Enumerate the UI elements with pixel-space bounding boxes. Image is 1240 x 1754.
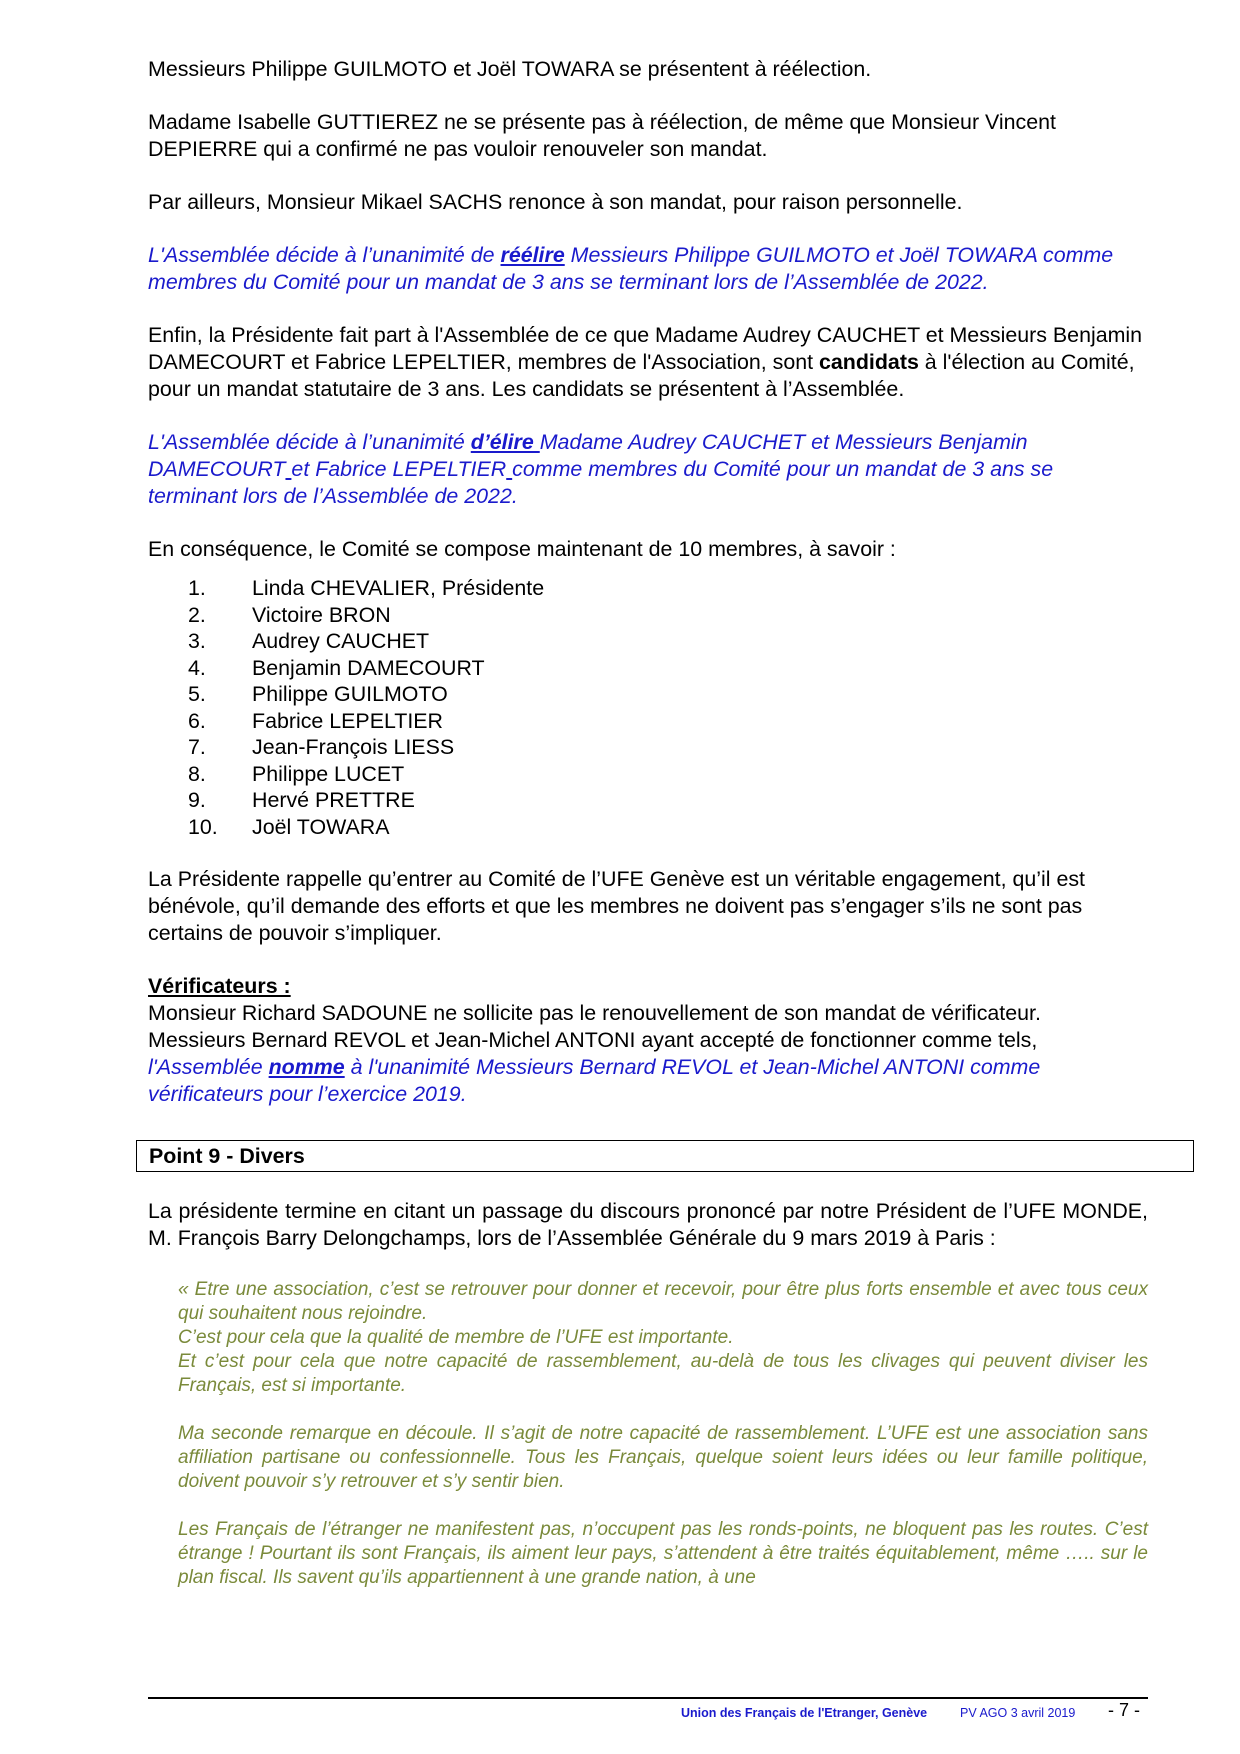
quote-paragraph-2: Ma seconde remarque en découle. Il s’agit de notre capacité de rassemblement. L’UFE est une association sans affiliation partisane ou confessionnelle. Tous les Français, quelque soient leurs idées ou leur famille politique, doivent pouvoir s’y retrouver et s’y sentir bien. <box>178 1423 1148 1492</box>
decision-verificateurs-post: à l'unanimité Messieurs Bernard REVOL et Jean-Michel ANTONI comme vérificateurs pour l’exercice 2019. <box>148 1055 1041 1106</box>
list-item-number: 3. <box>188 629 206 653</box>
decision-reelect-keyword: réélire <box>500 243 565 267</box>
list-item-name: Linda CHEVALIER, Présidente <box>252 576 545 600</box>
list-item-name: Philippe LUCET <box>252 761 405 786</box>
list-item <box>148 734 1148 761</box>
list-item-name: Fabrice LEPELTIER <box>252 708 444 733</box>
list-item-name: Philippe GUILMOTO <box>252 682 448 706</box>
decision-verificateurs-keyword: nomme <box>268 1055 345 1079</box>
verificateurs-line-2: Messieurs Bernard REVOL et Jean-Michel ANTONI ayant accepté de fonctionner comme tels, <box>148 1028 1038 1052</box>
decision-reelect-post: Messieurs Philippe GUILMOTO et Joël TOWARA comme membres du Comité pour un mandat de 3 ans se terminant lors de l’Assemblée de 2022. <box>148 243 1114 294</box>
paragraph-candidates <box>148 322 1148 403</box>
speech-quote <box>178 1278 1148 1590</box>
list-item <box>148 761 1148 788</box>
paragraph-resignation: Par ailleurs, Monsieur Mikael SACHS renonce à son mandat, pour raison personnelle. <box>148 190 963 214</box>
list-item-number: 2. <box>188 602 206 627</box>
list-item-number: 10. <box>188 814 218 839</box>
page-number: - 7 - <box>1108 1700 1141 1720</box>
decision-elect-pre: L'Assemblée décide à l’unanimité <box>148 430 471 454</box>
list-item-name: Victoire BRON <box>252 602 391 627</box>
list-item <box>148 708 1148 735</box>
paragraph-non-reelection: Madame Isabelle GUTTIEREZ ne se présente pas à réélection, de même que Monsieur Vincent DEPIERRE qui a confirmé ne pas vouloir renouveler son mandat. <box>148 110 1056 161</box>
verificateurs-heading: Vérificateurs : <box>148 974 291 998</box>
decision-verificateurs-pre: l'Assemblée <box>148 1055 269 1079</box>
decision-verificateurs <box>148 1054 1148 1108</box>
paragraph-reelection: Messieurs Philippe GUILMOTO et Joël TOWARA se présentent à réélection. <box>148 57 872 81</box>
verificateurs-line-1: Monsieur Richard SADOUNE ne sollicite pas le renouvellement de son mandat de vérificateur. <box>148 1001 1041 1025</box>
decision-reelect-pre: L'Assemblée décide à l’unanimité de <box>148 243 501 267</box>
section-heading-point-9: Point 9 - Divers <box>136 1140 1194 1172</box>
list-item-number: 6. <box>188 708 206 733</box>
candidates-pre: Enfin, la Présidente fait part à l'Assemblée de ce que Madame Audrey CAUCHET et Messieurs Benjamin DAMECOURT et Fabrice LEPELTIER, membres de l'Association, sont <box>148 323 1143 374</box>
decision-elect-mid1: Madame Audrey CAUCHET et Messieurs Benjamin DAMECOURT <box>148 430 1028 481</box>
verificateurs-section <box>148 973 1148 1108</box>
decision-elect-post: comme membres du Comité pour un mandat de 3 ans se terminant lors de l’Assemblée de 2022. <box>148 457 1054 508</box>
decision-elect-mid2: et Fabrice LEPELTIER <box>291 457 507 481</box>
paragraph-engagement: La Présidente rappelle qu’entrer au Comité de l’UFE Genève est un véritable engagement, qu’il est bénévole, qu’il demande des efforts et que les membres ne doivent pas s’engager s’ils ne sont pas certains de pouvoir s’impliquer. <box>148 867 1085 945</box>
quote-line: « Etre une association, c’est se retrouver pour donner et recevoir, pour être plus forts ensemble et avec tous ceux qui souhaitent nous rejoindre. <box>178 1279 1148 1324</box>
list-item-name: Jean-François LIESS <box>252 735 455 759</box>
decision-reelect <box>148 242 1148 296</box>
list-item-name: Joël TOWARA <box>252 814 390 839</box>
composition-intro: En conséquence, le Comité se compose maintenant de 10 membres, à savoir : <box>148 537 896 561</box>
list-item-number: 5. <box>188 682 206 706</box>
list-item-number: 8. <box>188 761 206 786</box>
footer-document-ref: PV AGO 3 avril 2019 <box>960 1706 1076 1720</box>
list-item <box>148 602 1148 629</box>
quote-paragraph-3: Les Français de l’étranger ne manifestent pas, n’occupent pas les ronds-points, ne bloquent pas les routes. C’est étrange ! Pourtant ils sont Français, ils aiment leur pays, s’attendent à être traités équitablement, même ….. sur le plan fiscal. Ils savent qu’ils appartiennent à une grande nation, à une <box>178 1519 1148 1588</box>
list-item-name: Benjamin DAMECOURT <box>252 655 485 680</box>
candidates-bold: candidats <box>819 350 919 374</box>
list-item <box>148 575 1148 602</box>
point9-intro: La présidente termine en citant un passage du discours prononcé par notre Président de l’UFE MONDE, M. François Barry Delongchamps, lors de l’Assemblée Générale du 9 mars 2019 à Paris : <box>148 1199 1148 1250</box>
list-item-name: Hervé PRETTRE <box>252 788 415 812</box>
list-item <box>148 787 1148 814</box>
footer-divider <box>148 1697 1148 1699</box>
list-item <box>148 628 1148 655</box>
footer-organization: Union des Français de l'Etranger, Genève <box>681 1706 928 1720</box>
decision-elect-keyword: d’élire <box>470 430 540 454</box>
list-item-number: 4. <box>188 655 206 680</box>
committee-member-list <box>148 575 1148 840</box>
page-content <box>148 56 1148 1614</box>
list-item-number: 7. <box>188 735 206 759</box>
quote-paragraph-1 <box>178 1278 1148 1398</box>
list-item <box>148 681 1148 708</box>
quote-line: C’est pour cela que la qualité de membre de l’UFE est importante. <box>178 1327 734 1348</box>
list-item-number: 1. <box>188 576 206 600</box>
quote-line: Et c’est pour cela que notre capacité de rassemblement, au-delà de tous les clivages qui peuvent diviser les Français, est si importante. <box>178 1351 1148 1396</box>
decision-elect <box>148 429 1148 510</box>
list-item-number: 9. <box>188 788 206 812</box>
list-item <box>148 655 1148 682</box>
candidates-post: à l'élection au Comité, pour un mandat statutaire de 3 ans. Les candidats se présentent à l’Assemblée. <box>148 350 1135 401</box>
list-item <box>148 814 1148 841</box>
list-item-name: Audrey CAUCHET <box>252 629 430 653</box>
